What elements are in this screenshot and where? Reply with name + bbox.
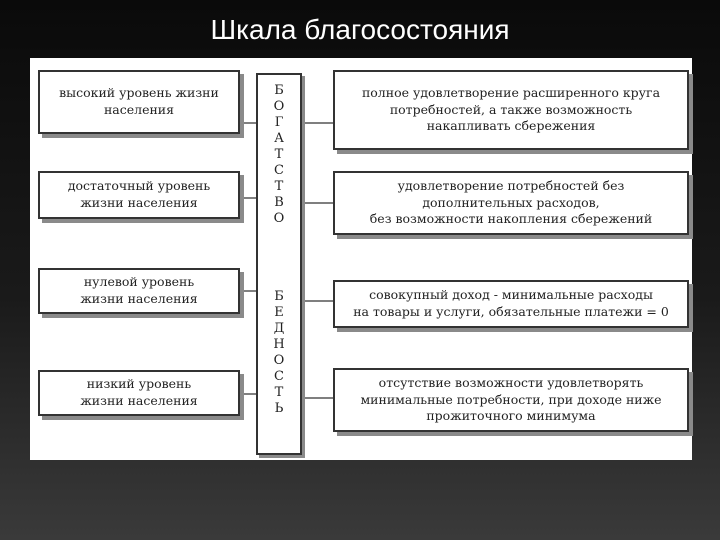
box-text-line: прожиточного минимума bbox=[426, 408, 596, 424]
vertical-letter: Е bbox=[274, 305, 284, 320]
vertical-letter: Т bbox=[274, 385, 284, 400]
wealth-vertical-word bbox=[258, 83, 300, 227]
vertical-letter: Б bbox=[274, 83, 284, 98]
vertical-letter: В bbox=[274, 195, 284, 210]
box-text-line: дополнительных расходов, bbox=[422, 194, 600, 210]
vertical-letter: О bbox=[273, 353, 285, 368]
box-text-line: населения bbox=[103, 102, 175, 117]
box-text-line: удовлетворение потребностей без bbox=[397, 177, 625, 193]
left-box-low bbox=[38, 370, 240, 416]
left-box-high bbox=[38, 70, 240, 134]
box-text-line: жизни населения bbox=[80, 195, 198, 210]
box-text-line: низкий уровень bbox=[86, 376, 192, 392]
poverty-vertical-word bbox=[258, 289, 300, 417]
box-text-line: жизни населения bbox=[80, 291, 198, 306]
vertical-letter: Б bbox=[274, 289, 284, 304]
box-text-line: без возможности накопления сбережений bbox=[369, 211, 653, 227]
vertical-letter: Ь bbox=[274, 401, 284, 416]
right-box-high bbox=[333, 70, 689, 150]
vertical-letter: Т bbox=[274, 179, 284, 194]
box-text-line: жизни населения bbox=[80, 393, 198, 408]
vertical-letter: Т bbox=[274, 147, 284, 162]
box-text-line: минимальные потребности, при доходе ниже bbox=[360, 391, 662, 407]
slide-title: Шкала благосостояния bbox=[210, 14, 510, 45]
box-text-line: высокий уровень жизни bbox=[59, 85, 219, 101]
diagram-panel bbox=[30, 58, 692, 460]
vertical-letter: Д bbox=[273, 321, 285, 336]
box-text-line: полное удовлетворение расширенного круга bbox=[361, 84, 661, 100]
right-box-low bbox=[333, 368, 689, 432]
right-box-sufficient bbox=[333, 171, 689, 235]
left-box-zero bbox=[38, 268, 240, 314]
box-text-line: накапливать сбережения bbox=[426, 118, 596, 134]
box-text-line: потребностей, а также возможность bbox=[389, 101, 633, 117]
vertical-letter: С bbox=[274, 163, 284, 178]
box-text-line: на товары и услуги, обязательные платежи = 0 bbox=[353, 304, 669, 319]
box-text-line: нулевой уровень bbox=[83, 274, 195, 290]
box-text-line: отсутствие возможности удовлетворять bbox=[378, 374, 644, 390]
box-text-line: совокупный доход - минимальные расходы bbox=[369, 287, 653, 303]
vertical-letter: А bbox=[274, 131, 284, 146]
vertical-letter: Г bbox=[274, 115, 284, 130]
wealth-poverty-column bbox=[256, 73, 302, 455]
right-box-zero bbox=[333, 280, 689, 328]
vertical-letter: О bbox=[273, 99, 285, 114]
vertical-letter: О bbox=[273, 211, 285, 226]
vertical-letter: Н bbox=[273, 337, 285, 352]
box-text-line: достаточный уровень bbox=[67, 178, 211, 194]
left-box-sufficient bbox=[38, 171, 240, 219]
vertical-letter: С bbox=[274, 369, 284, 384]
